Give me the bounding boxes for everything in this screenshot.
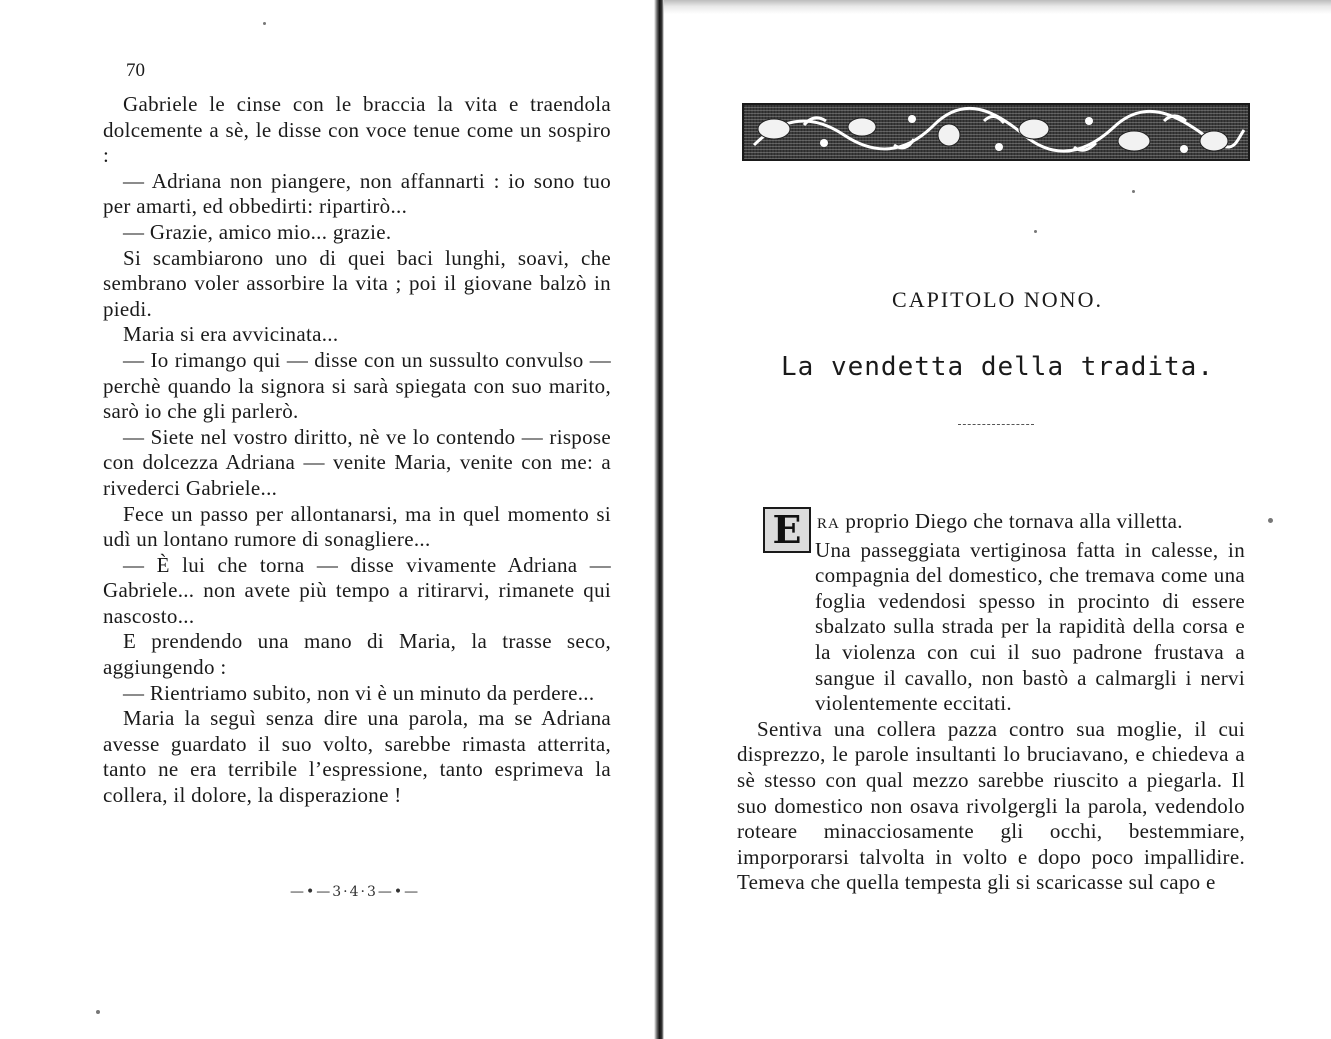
paragraph: Una passeggiata vertiginosa fatta in calesse, in compagnia del domestico, che tremava come una foglia vedendosi spesso in procinto di essere sbalzato sulla strada per la rapidità della corsa e la violenza con cui il suo padrone frustava a sangue il cavallo, non bastò a calmargli i nervi violentemente eccitati. (815, 537, 1245, 716)
floral-vine-icon (744, 105, 1248, 159)
paragraph: Maria si era avvicinata... (123, 322, 339, 347)
paragraph: — Adriana non piangere, non affannarti : io sono tuo per amarti, ed obbedirti: ripartirò... (103, 168, 611, 219)
paragraph: — Io rimango qui — disse con un sussulto convulso — perchè quando la signora si sarà spiegata con suo marito, sarò io che gli parlerò. (103, 347, 611, 424)
left-page (0, 0, 654, 1039)
chapter-header-ornament (742, 103, 1250, 161)
first-line-text: proprio Diego che tornava alla villetta. (845, 509, 1183, 533)
drop-cap-initial: E (763, 507, 811, 553)
paragraph: Gabriele le cinse con le braccia la vita e traendola dolcemente a sè, le disse con voce tenue come un sospiro : (103, 92, 611, 168)
end-ornament: —•—3·4·3—•— (290, 884, 421, 900)
paragraph: — Siete nel vostro diritto, nè ve lo contendo — rispose con dolcezza Adriana — venite Maria, venite con me: a rivederci Gabriele... (103, 424, 611, 500)
opening-line (737, 509, 1245, 538)
paragraph: — Rientriamo subito, non vi è un minuto da perdere... (123, 680, 595, 705)
right-page-text (737, 509, 1245, 896)
chapter-heading: CAPITOLO NONO. (892, 287, 1103, 312)
paragraph: Si scambiarono uno di quei baci lunghi, soavi, che sembrano voler assorbire la vita ; poi il giovane balzò in piedi. (103, 245, 611, 321)
paper-speck (96, 1010, 100, 1014)
paper-speck (263, 22, 266, 25)
chapter-subtitle: La vendetta della tradita. (781, 352, 1214, 382)
first-word-rest: RA (817, 516, 840, 532)
left-page-text (103, 92, 611, 809)
paragraph: Maria la seguì senza dire una parola, ma se Adriana avesse guardato il suo volto, sarebbe rimasta atterrita, tanto ne era terribile l’espressione, tanto esprimeva la collera, il dolore, la disperazione ! (103, 706, 611, 808)
paragraph: — È lui che torna — disse vivamente Adriana — Gabriele... non avete più tempo a ritirarvi, rimanete qui nascosto... (103, 552, 611, 628)
paper-speck (1268, 518, 1273, 523)
book-gutter (654, 0, 664, 1039)
paper-speck (1034, 230, 1037, 233)
page-top-shadow (664, 0, 1331, 14)
paper-speck (1132, 190, 1135, 193)
paragraph: Sentiva una collera pazza contro sua moglie, il cui disprezzo, le parole insultanti lo bruciavano, e chiedeva a sè stesso con qual mezzo sarebbe riuscito a piegarla. Il suo domestico non osava rivolgergli la parola, vedendolo roteare minacciosamente gli occhi, bestemmiare, imporporarsi talvolta in volto e dopo poco impallidire. Temeva che quella tempesta gli si scaricasse sul capo e (737, 716, 1245, 895)
paragraph: Fece un passo per allontanarsi, ma in quel momento si udì un lontano rumore di sonagliere... (103, 501, 611, 552)
divider-rule (958, 424, 1034, 425)
page-number: 70 (126, 60, 145, 81)
paragraph: — Grazie, amico mio... grazie. (123, 219, 392, 244)
paragraph: E prendendo una mano di Maria, la trasse seco, aggiungendo : (103, 629, 611, 680)
